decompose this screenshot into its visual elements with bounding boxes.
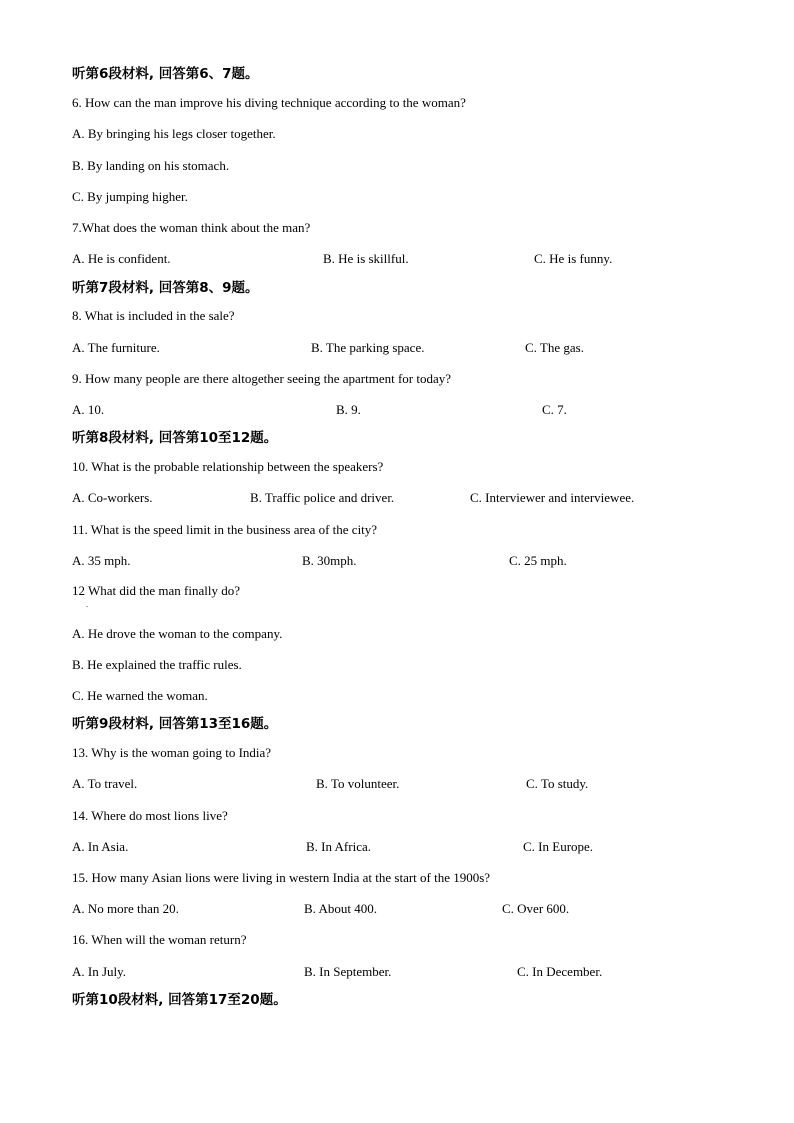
question-stem-15: 15. How many Asian lions were living in western India at the start of the 1900s? [72,870,491,885]
question-10-option-b: B. Traffic police and driver. [250,490,395,505]
section-heading-7: 听第7段材料, 回答第8、9题。 [72,280,259,296]
section-heading-9: 听第9段材料, 回答第13至16题。 [72,716,278,732]
question-7-option-a: A. He is confident. [72,251,171,266]
question-11-option-c: C. 25 mph. [509,553,567,568]
question-13-option-a: A. To travel. [72,776,138,791]
question-8-option-a: A. The furniture. [72,340,160,355]
question-10-option-c: C. Interviewer and interviewee. [470,490,635,505]
question-stem-16: 16. When will the woman return? [72,932,247,947]
question-14-option-b: B. In Africa. [306,839,371,854]
section-heading-10: 听第10段材料, 回答第17至20题。 [72,992,287,1008]
question-12-option-b: B. He explained the traffic rules. [72,657,242,672]
stray-mark: . [86,600,88,609]
question-stem-13: 13. Why is the woman going to India? [72,745,272,760]
question-16-option-c: C. In December. [517,964,603,979]
question-13-option-b: B. To volunteer. [316,776,400,791]
section-heading-8: 听第8段材料, 回答第10至12题。 [72,430,278,446]
question-8-option-b: B. The parking space. [311,340,425,355]
question-7-option-c: C. He is funny. [534,251,613,266]
question-7-option-b: B. He is skillful. [323,251,409,266]
question-15-option-a: A. No more than 20. [72,901,179,916]
question-6-option-b: B. By landing on his stomach. [72,158,230,173]
question-stem-7: 7.What does the woman think about the man? [72,220,311,235]
question-12-option-c: C. He warned the woman. [72,688,208,703]
question-9-option-b: B. 9. [336,402,361,417]
question-16-option-b: B. In September. [304,964,392,979]
question-9-option-c: C. 7. [542,402,567,417]
section-heading-6: 听第6段材料, 回答第6、7题。 [72,66,259,82]
question-stem-12: 12 What did the man finally do? [72,583,240,598]
question-stem-14: 14. Where do most lions live? [72,808,228,823]
question-11-option-a: A. 35 mph. [72,553,131,568]
question-10-option-a: A. Co-workers. [72,490,153,505]
question-9-option-a: A. 10. [72,402,105,417]
question-stem-11: 11. What is the speed limit in the business area of the city? [72,522,378,537]
question-stem-9: 9. How many people are there altogether seeing the apartment for today? [72,371,452,386]
question-14-option-a: A. In Asia. [72,839,129,854]
question-16-option-a: A. In July. [72,964,127,979]
question-6-option-a: A. By bringing his legs closer together. [72,126,276,141]
question-8-option-c: C. The gas. [525,340,584,355]
question-stem-6: 6. How can the man improve his diving technique according to the woman? [72,95,466,110]
question-stem-10: 10. What is the probable relationship between the speakers? [72,459,384,474]
question-15-option-b: B. About 400. [304,901,377,916]
question-13-option-c: C. To study. [526,776,589,791]
question-14-option-c: C. In Europe. [523,839,594,854]
question-15-option-c: C. Over 600. [502,901,570,916]
question-11-option-b: B. 30mph. [302,553,357,568]
question-6-option-c: C. By jumping higher. [72,189,188,204]
question-12-option-a: A. He drove the woman to the company. [72,626,283,641]
question-stem-8: 8. What is included in the sale? [72,308,235,323]
